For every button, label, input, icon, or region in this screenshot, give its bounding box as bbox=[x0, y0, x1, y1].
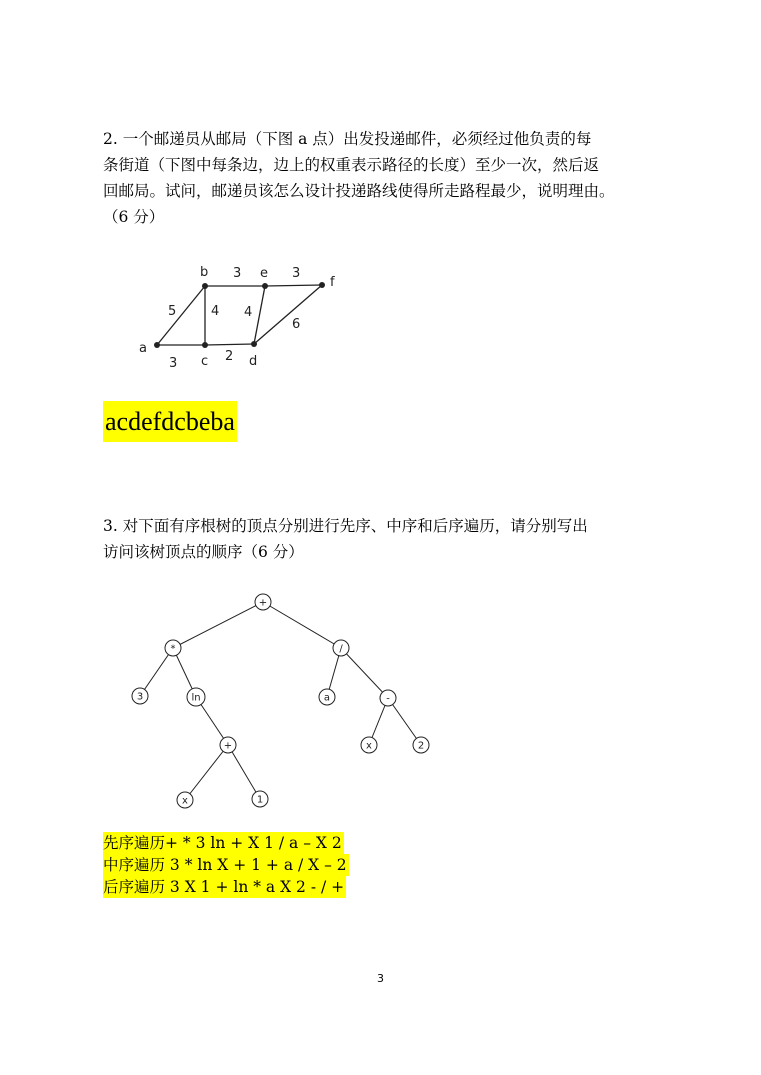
tree-node-div bbox=[333, 640, 349, 656]
tree-node-label: 2 bbox=[417, 740, 425, 752]
edge-weight-de: 4 bbox=[244, 305, 253, 320]
answer-postorder: 后序遍历 3 X 1 + ln * a X 2 - / + bbox=[103, 878, 345, 896]
tree-node-label: x bbox=[182, 795, 188, 807]
graph-edge-ab bbox=[157, 286, 205, 345]
vertex-label-b: b bbox=[200, 265, 209, 280]
tree-node-label: 1 bbox=[256, 794, 264, 806]
tree-edge bbox=[341, 648, 388, 698]
tree-node-a bbox=[319, 689, 335, 705]
tree-node-label: * bbox=[170, 643, 176, 655]
graph-vertex-e bbox=[262, 283, 268, 289]
graph-labels bbox=[139, 265, 335, 371]
edge-weight-ef: 3 bbox=[292, 266, 301, 281]
tree-node-2 bbox=[413, 737, 429, 753]
edge-weight-cd: 2 bbox=[225, 349, 234, 364]
question-2-line: 条街道（下图中每条边，边上的权重表示路径的长度）至少一次，然后返 bbox=[103, 156, 600, 174]
tree-node-label: + bbox=[223, 740, 233, 752]
tree-node-x bbox=[177, 792, 193, 808]
tree-node-x-right bbox=[361, 737, 377, 753]
vertex-label-d: d bbox=[249, 354, 258, 369]
tree-node-1 bbox=[252, 791, 268, 807]
tree-edge bbox=[140, 648, 173, 696]
question-2-line: （6 分） bbox=[103, 208, 165, 226]
tree-node-label: - bbox=[386, 693, 390, 705]
answer-inorder: 中序遍历 3 * ln X + 1 + a / X – 2 bbox=[103, 856, 347, 874]
answer-3-traversals bbox=[103, 832, 349, 898]
tree-node-root bbox=[255, 594, 271, 610]
answer-2-route: acdefdcbeba bbox=[103, 401, 237, 442]
graph-vertex-f bbox=[319, 282, 325, 288]
vertex-label-a: a bbox=[139, 341, 147, 356]
expression-tree-nodes bbox=[132, 594, 429, 808]
tree-node-label: ln bbox=[191, 692, 201, 704]
answer-preorder: 先序遍历+ * 3 ln + X 1 / a – X 2 bbox=[103, 834, 342, 852]
tree-node-minus bbox=[380, 690, 396, 706]
page-number: 3 bbox=[377, 972, 384, 985]
tree-node-ln bbox=[187, 688, 205, 706]
vertex-label-c: c bbox=[201, 354, 209, 369]
tree-node-plus bbox=[220, 737, 236, 753]
graph-vertex-c bbox=[202, 342, 208, 348]
tree-node-label: a bbox=[323, 692, 331, 704]
tree-node-label: 3 bbox=[136, 691, 144, 703]
vertex-label-f: f bbox=[330, 275, 335, 290]
edge-weight-ab: 5 bbox=[168, 304, 177, 319]
tree-edge bbox=[263, 602, 341, 648]
edge-weight-ac: 3 bbox=[169, 356, 178, 371]
vertex-label-e: e bbox=[260, 266, 268, 281]
tree-edge bbox=[173, 602, 263, 648]
question-2-line: 回邮局。试问，邮递员该怎么设计投递路线使得所走路程最少，说明理由。 bbox=[103, 182, 615, 200]
graph-vertex-d bbox=[251, 341, 257, 347]
question-3-line: 访问该树顶点的顺序（6 分） bbox=[103, 543, 304, 561]
graph-vertices bbox=[154, 282, 325, 348]
tree-edge bbox=[228, 745, 260, 799]
postman-graph bbox=[157, 285, 322, 345]
graph-edge-cd bbox=[205, 344, 254, 345]
tree-node-label: + bbox=[258, 597, 268, 609]
expression-tree-edges bbox=[140, 602, 421, 800]
graph-edge-ef bbox=[265, 285, 322, 286]
tree-node-3 bbox=[132, 688, 148, 704]
edge-weight-be: 3 bbox=[233, 266, 242, 281]
tree-edge bbox=[185, 745, 228, 800]
graph-vertex-a bbox=[154, 342, 160, 348]
question-3-line: 3. 对下面有序根树的顶点分别进行先序、中序和后序遍历，请分别写出 bbox=[103, 517, 588, 535]
edge-weight-df: 6 bbox=[292, 317, 301, 332]
graph-edge-df bbox=[254, 285, 322, 344]
tree-node-label: / bbox=[339, 643, 343, 655]
tree-node-label: x bbox=[366, 740, 372, 752]
question-3-text bbox=[103, 513, 663, 565]
edge-weight-bc: 4 bbox=[211, 304, 220, 319]
tree-node-mul bbox=[165, 640, 181, 656]
tree-edge bbox=[388, 698, 421, 745]
question-2-line: 2. 一个邮递员从邮局（下图 a 点）出发投递邮件，必须经过他负责的每 bbox=[103, 130, 592, 148]
graph-vertex-b bbox=[202, 283, 208, 289]
